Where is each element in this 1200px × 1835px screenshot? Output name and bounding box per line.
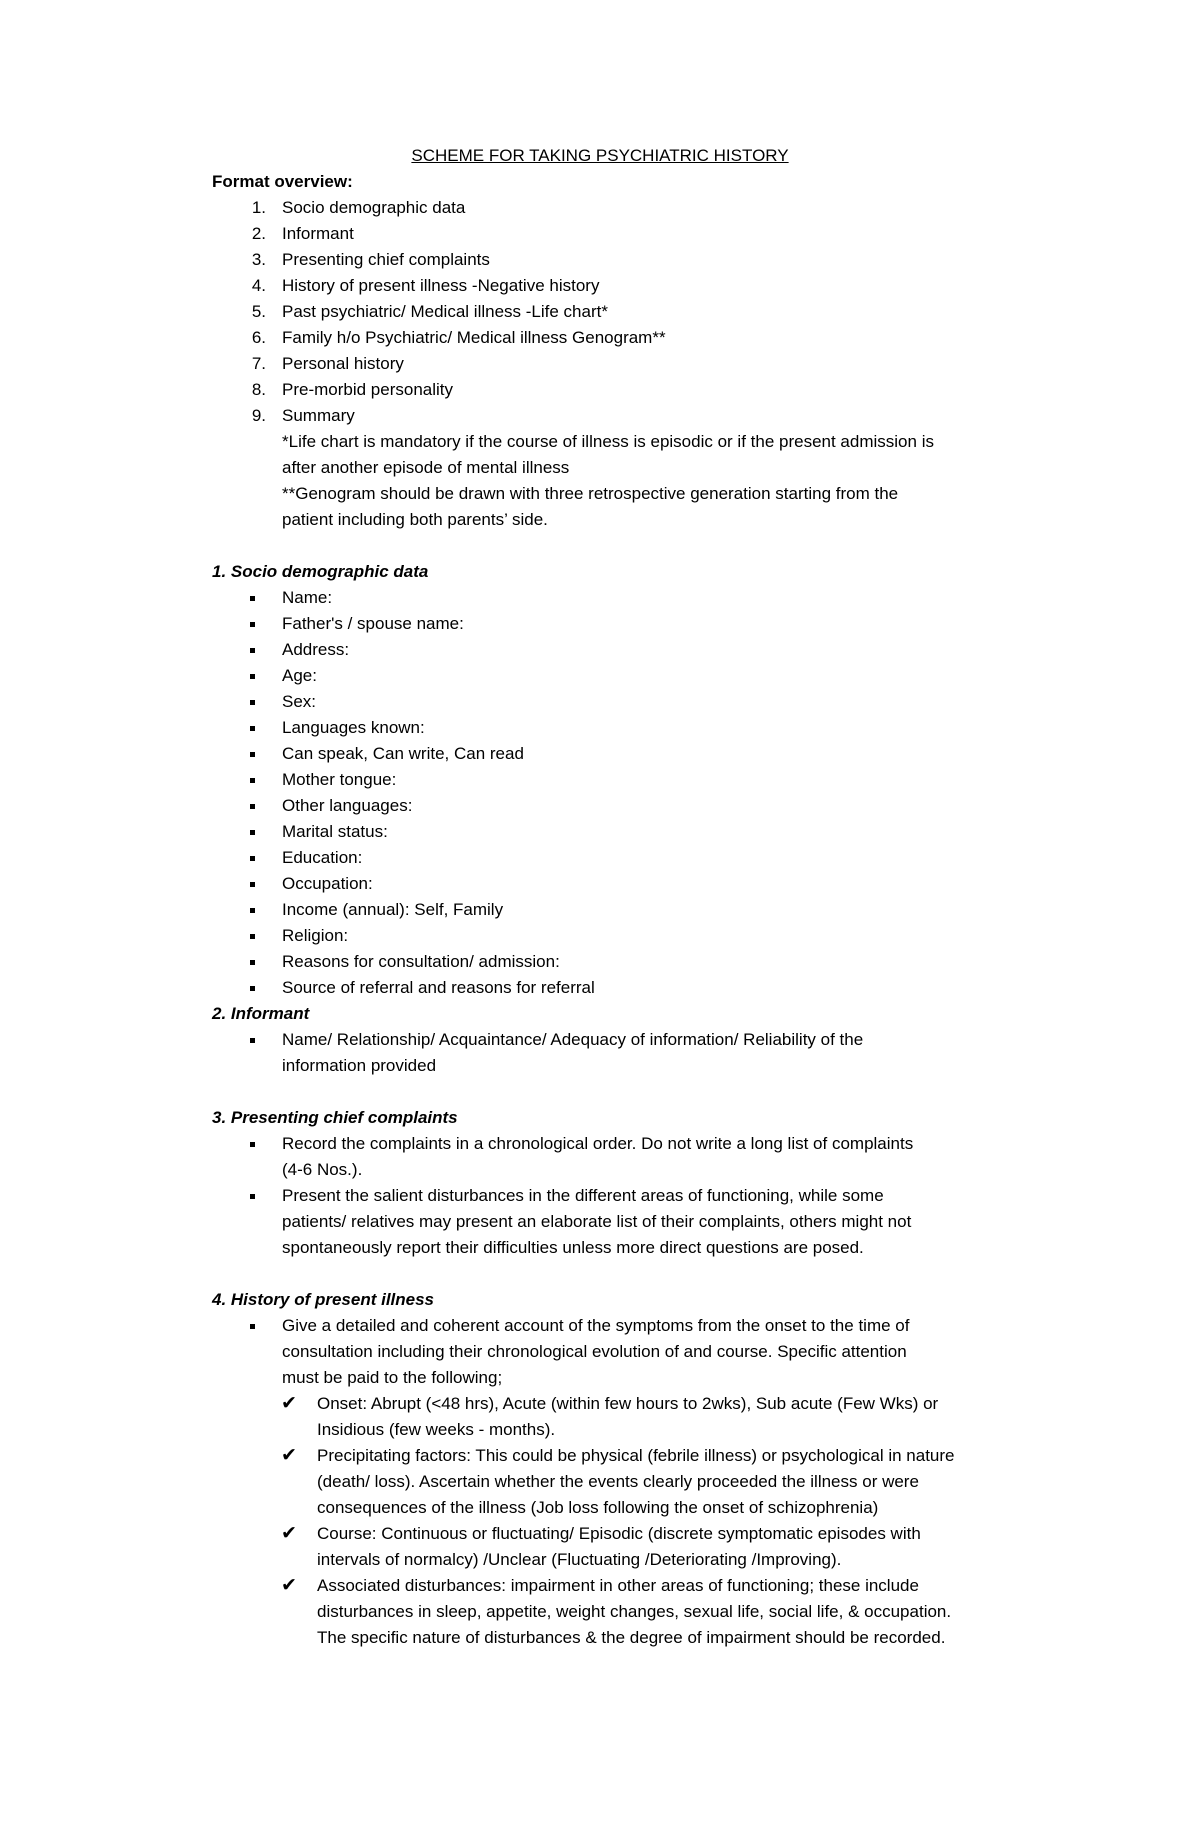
bullet-icon: [250, 1194, 255, 1199]
overview-item: Socio demographic data: [282, 198, 466, 217]
list-item-continuation: patients/ relatives may present an elaborate list of their complaints, others might not: [282, 1212, 912, 1231]
bullet-icon: [250, 752, 255, 757]
bullet-icon: [250, 648, 255, 653]
list-item: Present the salient disturbances in the different areas of functioning, while some: [282, 1186, 884, 1205]
check-item-associated-disturbances: Associated disturbances: impairment in other areas of functioning; these include: [317, 1576, 919, 1595]
overview-item: Pre-morbid personality: [282, 380, 454, 399]
checkmark-icon: ✔: [281, 1575, 297, 1596]
check-item-continuation: intervals of normalcy) /Unclear (Fluctuating /Deteriorating /Improving).: [317, 1550, 842, 1569]
overview-item-number: 1.: [251, 198, 266, 217]
overview-item: Past psychiatric/ Medical illness -Life chart*: [282, 302, 608, 321]
bullet-icon: [250, 778, 255, 783]
overview-item: Family h/o Psychiatric/ Medical illness Genogram**: [282, 328, 666, 347]
bullet-icon: [250, 908, 255, 913]
bullet-icon: [250, 934, 255, 939]
overview-item: History of present illness -Negative history: [282, 276, 600, 295]
overview-item-number: 4.: [251, 276, 266, 295]
list-item: Income (annual): Self, Family: [282, 900, 504, 919]
bullet-icon: [250, 960, 255, 965]
overview-item: Personal history: [282, 354, 404, 373]
bullet-icon: [250, 622, 255, 627]
check-item-continuation: (death/ loss). Ascertain whether the events clearly proceeded the illness or were: [317, 1472, 919, 1491]
overview-heading: Format overview:: [212, 172, 353, 191]
check-item-continuation: consequences of the illness (Job loss following the onset of schizophrenia): [317, 1498, 879, 1517]
life-chart-note: after another episode of mental illness: [282, 458, 570, 477]
checkmark-icon: ✔: [281, 1393, 297, 1414]
list-item-continuation: spontaneously report their difficulties unless more direct questions are posed.: [282, 1238, 864, 1257]
genogram-note: patient including both parents’ side.: [282, 510, 548, 529]
list-item: Languages known:: [282, 718, 425, 737]
check-item-course: Course: Continuous or fluctuating/ Episodic (discrete symptomatic episodes with: [317, 1524, 921, 1543]
overview-item-number: 9.: [251, 406, 266, 425]
bullet-icon: [250, 674, 255, 679]
bullet-icon: [250, 726, 255, 731]
overview-item-number: 5.: [251, 302, 266, 321]
list-item: Reasons for consultation/ admission:: [282, 952, 560, 971]
check-item-precipitating-factors: Precipitating factors: This could be physical (febrile illness) or psychological in nature: [317, 1446, 955, 1465]
checkmark-icon: ✔: [281, 1445, 297, 1466]
list-item: Source of referral and reasons for referral: [282, 978, 595, 997]
check-item-continuation: The specific nature of disturbances & the degree of impairment should be recorded.: [317, 1628, 946, 1647]
check-item-onset: Onset: Abrupt (<48 hrs), Acute (within few hours to 2wks), Sub acute (Few Wks) or: [317, 1394, 939, 1413]
overview-item-number: 8.: [251, 380, 266, 399]
bullet-icon: [250, 830, 255, 835]
checkmark-icon: ✔: [281, 1523, 297, 1544]
list-item: Marital status:: [282, 822, 388, 841]
list-item: Other languages:: [282, 796, 413, 815]
overview-item: Summary: [282, 406, 355, 425]
bullet-icon: [250, 1324, 255, 1329]
bullet-icon: [250, 856, 255, 861]
list-item: Name/ Relationship/ Acquaintance/ Adequacy of information/ Reliability of the: [282, 1030, 864, 1049]
list-item: Occupation:: [282, 874, 373, 893]
list-item-continuation: must be paid to the following;: [282, 1368, 503, 1387]
list-item: Give a detailed and coherent account of the symptoms from the onset to the time of: [282, 1316, 910, 1335]
bullet-icon: [250, 596, 255, 601]
list-item-continuation: consultation including their chronological evolution of and course. Specific attention: [282, 1342, 907, 1361]
section-4-heading: 4. History of present illness: [212, 1290, 435, 1309]
section-1-heading: 1. Socio demographic data: [212, 562, 429, 581]
section-2-heading: 2. Informant: [212, 1004, 310, 1023]
overview-item-number: 7.: [251, 354, 266, 373]
list-item: Mother tongue:: [282, 770, 397, 789]
overview-item-number: 2.: [251, 224, 266, 243]
page-title: SCHEME FOR TAKING PSYCHIATRIC HISTORY: [411, 146, 789, 165]
overview-item: Presenting chief complaints: [282, 250, 490, 269]
list-item-continuation: information provided: [282, 1056, 437, 1075]
bullet-icon: [250, 986, 255, 991]
check-item-continuation: Insidious (few weeks - months).: [317, 1420, 556, 1439]
bullet-icon: [250, 804, 255, 809]
overview-item-number: 3.: [251, 250, 266, 269]
overview-item: Informant: [282, 224, 354, 243]
genogram-note: **Genogram should be drawn with three retrospective generation starting from the: [282, 484, 899, 503]
list-item: Record the complaints in a chronological order. Do not write a long list of complaints: [282, 1134, 914, 1153]
overview-item-number: 6.: [251, 328, 266, 347]
list-item: Can speak, Can write, Can read: [282, 744, 524, 763]
list-item: Father's / spouse name:: [282, 614, 464, 633]
life-chart-note: *Life chart is mandatory if the course of illness is episodic or if the present admission is: [282, 432, 934, 451]
bullet-icon: [250, 882, 255, 887]
bullet-icon: [250, 1038, 255, 1043]
section-3-heading: 3. Presenting chief complaints: [212, 1108, 458, 1127]
list-item: Sex:: [282, 692, 317, 711]
list-item: Religion:: [282, 926, 349, 945]
list-item: Education:: [282, 848, 363, 867]
list-item: Age:: [282, 666, 317, 685]
bullet-icon: [250, 1142, 255, 1147]
bullet-icon: [250, 700, 255, 705]
check-item-continuation: disturbances in sleep, appetite, weight changes, sexual life, social life, & occupation.: [317, 1602, 952, 1621]
list-item-continuation: (4-6 Nos.).: [282, 1160, 363, 1179]
list-item: Name:: [282, 588, 333, 607]
list-item: Address:: [282, 640, 350, 659]
